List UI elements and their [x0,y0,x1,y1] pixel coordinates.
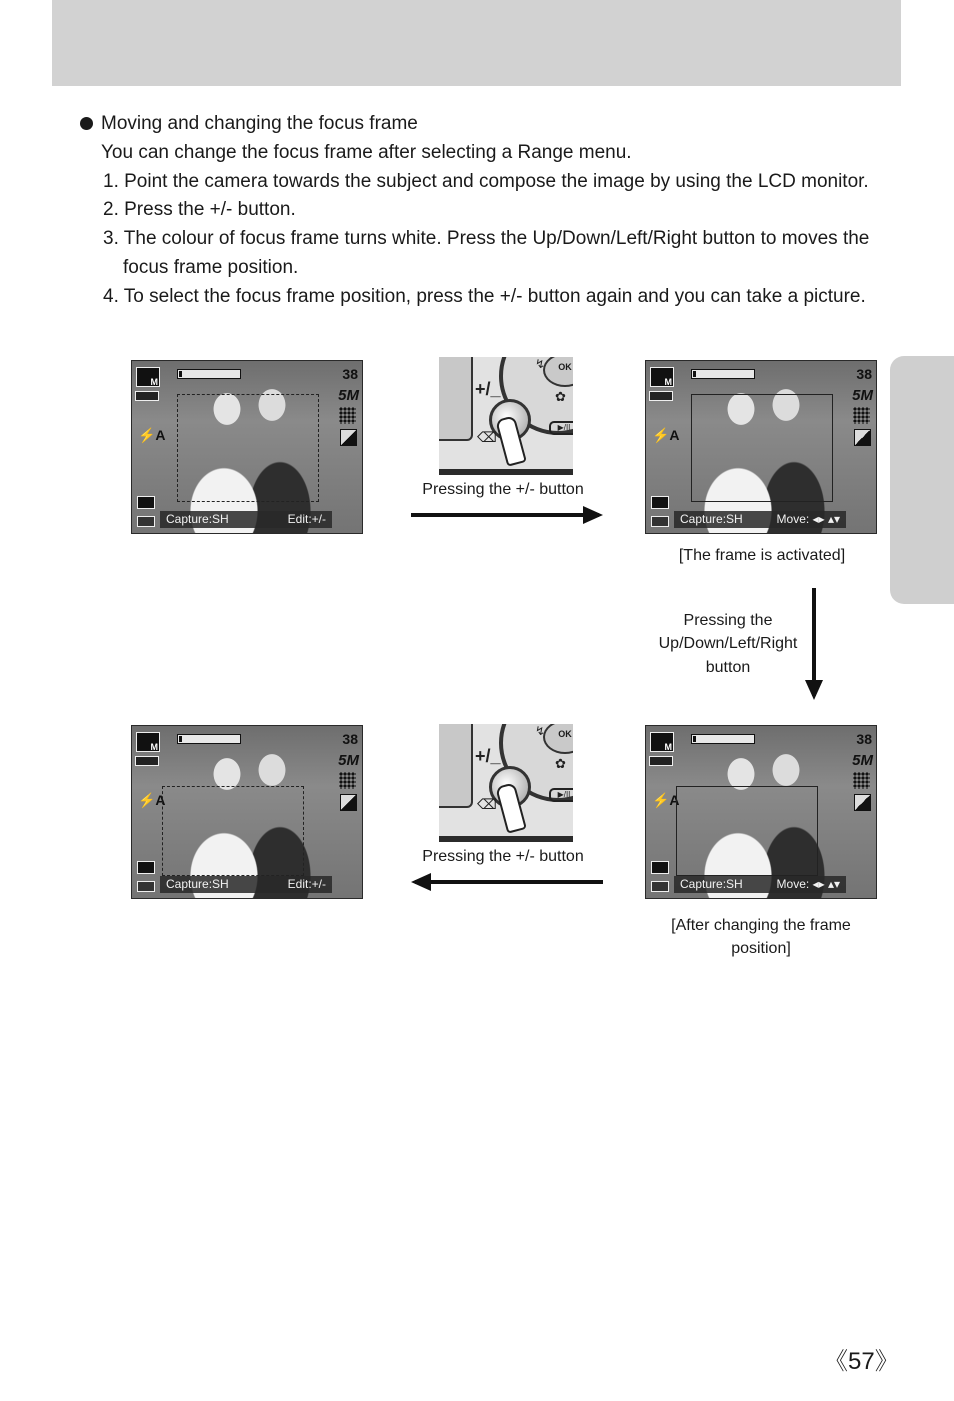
step-2: 2. Press the +/- button. [103,199,296,220]
edit-label: Edit:+/- [287,512,326,526]
capture-label: Capture:SH [680,877,743,891]
caption-pressing-udlr-line1: Pressing the [683,612,773,629]
metering-icon [651,861,669,874]
lcd-guide-bar [674,511,846,528]
focus-frame [162,786,304,876]
arrow-down-icon [812,588,816,696]
caption-pressing-button-top: Pressing the +/- button [422,481,584,498]
capture-label: Capture:SH [680,512,743,526]
macro-icon: ✿ [555,756,566,771]
caption-pressing-udlr-line2: Up/Down/Left/Right [658,635,798,652]
shot-count: 38 [342,366,358,382]
flash-icon: ↯ [535,724,546,738]
camera-mode-icon [136,367,160,387]
lcd-guide-bar [160,511,332,528]
lcd-screen-activated [645,360,877,534]
caption-after-change-line1: [After changing the frame [671,917,851,934]
shot-count: 38 [856,731,872,747]
camera-lcd-edge [439,724,473,808]
quality-icon [339,772,356,789]
shot-count: 38 [342,731,358,747]
sharpness-icon [340,429,357,446]
lcd-screen-moved [645,725,877,899]
zoom-bar-indicator [691,369,755,379]
metering-icon [137,496,155,509]
arrow-right-icon [411,513,599,517]
menu-ok-button: OK [543,357,573,387]
menu-ok-button: OK [543,724,573,754]
focus-frame [676,786,818,876]
camera-buttons-illustration-top [439,357,573,475]
step-3-continued: focus frame position. [123,257,299,278]
quality-icon [853,772,870,789]
play-pause-icon: ▶/II [549,421,573,435]
intro-text: You can change the focus frame after selecting a Range menu. [101,142,632,163]
zoom-bar-indicator [177,369,241,379]
quality-icon [853,407,870,424]
battery-icon [649,756,673,766]
flash-auto-icon: ⚡A [138,792,166,808]
caption-frame-activated: [The frame is activated] [678,547,846,564]
resolution-icon: 5M [852,752,873,769]
zoom-bar-indicator [691,734,755,744]
header-bar [52,0,901,86]
lcd-guide-bar [160,876,332,893]
quality-icon [339,407,356,424]
resolution-icon: 5M [852,387,873,404]
move-label: Move: ◂▸ ▴▾ [776,512,840,526]
page-number: 《57》 [824,1348,899,1375]
caption-after-change-line2: position] [731,940,791,957]
edit-label: Edit:+/- [287,877,326,891]
drive-mode-icon [137,881,155,892]
resolution-icon: 5M [338,387,359,404]
zoom-bar-indicator [177,734,241,744]
caption-pressing-udlr-line3: button [705,659,751,676]
shot-count: 38 [856,366,872,382]
macro-icon: ✿ [555,389,566,404]
camera-mode-icon [650,732,674,752]
sharpness-icon [854,429,871,446]
capture-label: Capture:SH [166,512,229,526]
camera-lcd-edge [439,357,473,441]
capture-label: Capture:SH [166,877,229,891]
plus-minus-label: +/_ [475,379,501,399]
focus-frame [177,394,319,502]
step-3: 3. The colour of focus frame turns white. Press the Up/Down/Left/Right button to moves the [103,228,870,249]
caption-pressing-button-bottom: Pressing the +/- button [422,848,584,865]
plus-minus-label: +/_ [475,746,501,766]
sharpness-icon [340,794,357,811]
arrow-left-icon [415,880,603,884]
play-pause-icon: ▶/II [549,788,573,802]
move-label: Move: ◂▸ ▴▾ [776,877,840,891]
battery-icon [135,756,159,766]
drive-mode-icon [651,881,669,892]
sharpness-icon [854,794,871,811]
metering-icon [651,496,669,509]
camera-mode-icon [650,367,674,387]
lcd-guide-bar [674,876,846,893]
metering-icon [137,861,155,874]
flash-icon: ↯ [535,357,546,371]
battery-icon [649,391,673,401]
camera-buttons-illustration-bottom [439,724,573,842]
chapter-side-tab [890,356,954,604]
resolution-icon: 5M [338,752,359,769]
flash-auto-icon: ⚡A [652,427,680,443]
drive-mode-icon [137,516,155,527]
flash-auto-icon: ⚡A [652,792,680,808]
camera-mode-icon [136,732,160,752]
section-heading: Moving and changing the focus frame [101,113,418,134]
lcd-screen-final [131,725,363,899]
step-1: 1. Point the camera towards the subject and compose the image by using the LCD monitor. [103,171,869,192]
focus-frame [691,394,833,502]
trash-icon: ⌫ [477,429,497,445]
lcd-screen-initial [131,360,363,534]
step-4: 4. To select the focus frame position, press the +/- button again and you can take a picture. [103,286,866,307]
battery-icon [135,391,159,401]
bullet-icon [80,117,93,130]
drive-mode-icon [651,516,669,527]
flash-auto-icon: ⚡A [138,427,166,443]
trash-icon: ⌫ [477,796,497,812]
